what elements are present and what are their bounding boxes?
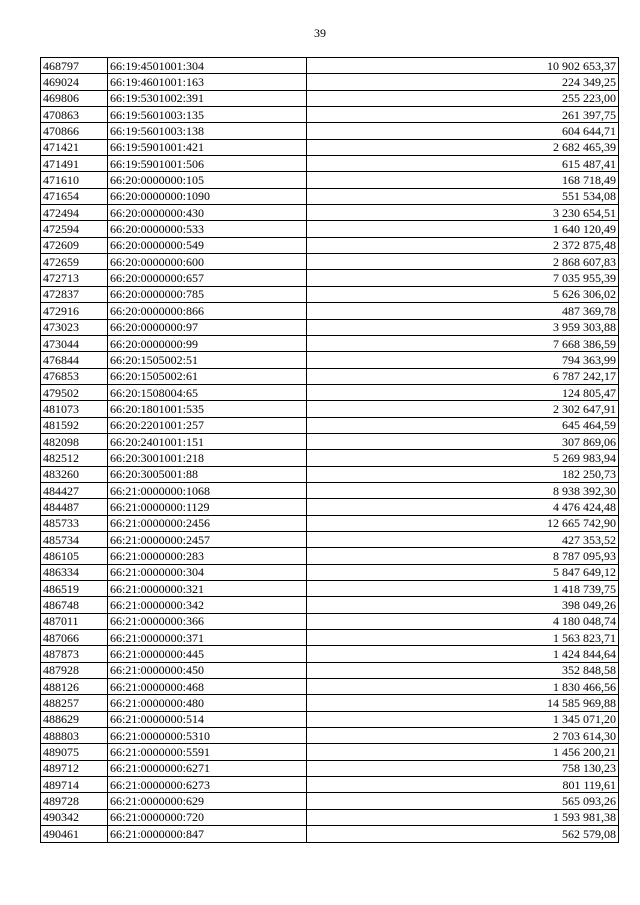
record-number-cell: 479502 — [41, 384, 108, 400]
cadastral-number-cell: 66:21:0000000:847 — [108, 826, 307, 842]
cadastral-number-cell: 66:20:0000000:600 — [108, 254, 307, 270]
table-row — [41, 123, 619, 139]
record-number-cell: 471610 — [41, 172, 108, 188]
record-number-cell: 472494 — [41, 205, 108, 221]
table-row — [41, 613, 619, 629]
record-number-cell: 481073 — [41, 401, 108, 417]
table-row — [41, 515, 619, 531]
value-cell: 224 349,25 — [307, 74, 619, 90]
table-row — [41, 139, 619, 155]
value-cell: 5 626 306,02 — [307, 286, 619, 302]
table-row — [41, 662, 619, 678]
cadastral-number-cell: 66:21:0000000:514 — [108, 711, 307, 727]
record-number-cell: 481592 — [41, 417, 108, 433]
value-cell: 3 959 303,88 — [307, 319, 619, 335]
value-cell: 565 093,26 — [307, 793, 619, 809]
value-cell: 1 424 844,64 — [307, 646, 619, 662]
table-row — [41, 107, 619, 123]
cadastral-number-cell: 66:21:0000000:2456 — [108, 515, 307, 531]
table-row — [41, 368, 619, 384]
table-row — [41, 286, 619, 302]
cadastral-number-cell: 66:20:0000000:533 — [108, 221, 307, 237]
cadastral-number-cell: 66:20:0000000:549 — [108, 237, 307, 253]
record-number-cell: 472713 — [41, 270, 108, 286]
value-cell: 398 049,26 — [307, 597, 619, 613]
cadastral-number-cell: 66:20:1505002:61 — [108, 368, 307, 384]
table-row — [41, 254, 619, 270]
value-cell: 6 787 242,17 — [307, 368, 619, 384]
record-number-cell: 489075 — [41, 744, 108, 760]
value-cell: 5 847 649,12 — [307, 564, 619, 580]
record-number-cell: 487873 — [41, 646, 108, 662]
table-row — [41, 777, 619, 793]
value-cell: 427 353,52 — [307, 531, 619, 547]
record-number-cell: 490461 — [41, 826, 108, 842]
table-row — [41, 433, 619, 449]
value-cell: 12 665 742,90 — [307, 515, 619, 531]
record-number-cell: 471491 — [41, 156, 108, 172]
cadastral-number-cell: 66:21:0000000:371 — [108, 630, 307, 646]
value-cell: 14 585 969,88 — [307, 695, 619, 711]
record-number-cell: 471421 — [41, 139, 108, 155]
table-row — [41, 384, 619, 400]
value-cell: 1 830 466,56 — [307, 679, 619, 695]
value-cell: 124 805,47 — [307, 384, 619, 400]
table-row — [41, 531, 619, 547]
cadastral-number-cell: 66:21:0000000:720 — [108, 809, 307, 825]
value-cell: 5 269 983,94 — [307, 450, 619, 466]
table-row — [41, 237, 619, 253]
value-cell: 562 579,08 — [307, 826, 619, 842]
record-number-cell: 483260 — [41, 466, 108, 482]
record-number-cell: 487066 — [41, 630, 108, 646]
cadastral-number-cell: 66:21:0000000:342 — [108, 597, 307, 613]
record-number-cell: 485733 — [41, 515, 108, 531]
cadastral-number-cell: 66:21:0000000:2457 — [108, 531, 307, 547]
record-number-cell: 486748 — [41, 597, 108, 613]
cadastral-number-cell: 66:21:0000000:321 — [108, 581, 307, 597]
value-cell: 8 938 392,30 — [307, 482, 619, 498]
value-cell: 758 130,23 — [307, 760, 619, 776]
cadastral-number-cell: 66:20:0000000:657 — [108, 270, 307, 286]
record-number-cell: 489712 — [41, 760, 108, 776]
value-cell: 551 534,08 — [307, 188, 619, 204]
value-cell: 645 464,59 — [307, 417, 619, 433]
value-cell: 2 703 614,30 — [307, 728, 619, 744]
cadastral-number-cell: 66:19:5901001:421 — [108, 139, 307, 155]
table-row — [41, 156, 619, 172]
cadastral-number-cell: 66:20:0000000:105 — [108, 172, 307, 188]
cadastral-number-cell: 66:21:0000000:450 — [108, 662, 307, 678]
cadastral-number-cell: 66:21:0000000:629 — [108, 793, 307, 809]
cadastral-number-cell: 66:21:0000000:366 — [108, 613, 307, 629]
record-number-cell: 473023 — [41, 319, 108, 335]
table-row — [41, 711, 619, 727]
table-row — [41, 90, 619, 106]
cadastral-number-cell: 66:19:4601001:163 — [108, 74, 307, 90]
cadastral-number-cell: 66:21:0000000:5310 — [108, 728, 307, 744]
cadastral-number-cell: 66:20:1801001:535 — [108, 401, 307, 417]
cadastral-number-cell: 66:21:0000000:5591 — [108, 744, 307, 760]
cadastral-number-cell: 66:21:0000000:6271 — [108, 760, 307, 776]
value-cell: 4 476 424,48 — [307, 499, 619, 515]
cadastral-number-cell: 66:20:1505002:51 — [108, 352, 307, 368]
record-number-cell: 468797 — [41, 58, 108, 74]
record-number-cell: 473044 — [41, 335, 108, 351]
table-row — [41, 205, 619, 221]
record-number-cell: 476844 — [41, 352, 108, 368]
record-number-cell: 472916 — [41, 303, 108, 319]
table-row — [41, 809, 619, 825]
value-cell: 307 869,06 — [307, 433, 619, 449]
page-number: 39 — [314, 26, 326, 40]
cadastral-number-cell: 66:20:0000000:785 — [108, 286, 307, 302]
table-row — [41, 744, 619, 760]
table-row — [41, 630, 619, 646]
table-row — [41, 581, 619, 597]
record-number-cell: 488629 — [41, 711, 108, 727]
table-row — [41, 188, 619, 204]
record-number-cell: 484427 — [41, 482, 108, 498]
record-number-cell: 482512 — [41, 450, 108, 466]
value-cell: 10 902 653,37 — [307, 58, 619, 74]
record-number-cell: 490342 — [41, 809, 108, 825]
table-row — [41, 401, 619, 417]
cadastral-number-cell: 66:19:5601003:135 — [108, 107, 307, 123]
value-cell: 2 372 875,48 — [307, 237, 619, 253]
value-cell: 182 250,73 — [307, 466, 619, 482]
record-number-cell: 470863 — [41, 107, 108, 123]
value-cell: 8 787 095,93 — [307, 548, 619, 564]
table-row — [41, 303, 619, 319]
value-cell: 168 718,49 — [307, 172, 619, 188]
value-cell: 261 397,75 — [307, 107, 619, 123]
value-cell: 1 418 739,75 — [307, 581, 619, 597]
table-row — [41, 450, 619, 466]
value-cell: 801 119,61 — [307, 777, 619, 793]
record-number-cell: 489728 — [41, 793, 108, 809]
value-cell: 604 644,71 — [307, 123, 619, 139]
value-cell: 615 487,41 — [307, 156, 619, 172]
record-number-cell: 486519 — [41, 581, 108, 597]
value-cell: 7 035 955,39 — [307, 270, 619, 286]
table-row — [41, 466, 619, 482]
value-cell: 255 223,00 — [307, 90, 619, 106]
cadastral-number-cell: 66:21:0000000:468 — [108, 679, 307, 695]
cadastral-number-cell: 66:20:0000000:866 — [108, 303, 307, 319]
table-row — [41, 728, 619, 744]
cadastral-number-cell: 66:19:5301002:391 — [108, 90, 307, 106]
value-cell: 1 563 823,71 — [307, 630, 619, 646]
record-number-cell: 472837 — [41, 286, 108, 302]
table-row — [41, 58, 619, 74]
record-number-cell: 488126 — [41, 679, 108, 695]
table-row — [41, 270, 619, 286]
registry-table-body — [41, 58, 619, 843]
table-row — [41, 482, 619, 498]
cadastral-number-cell: 66:21:0000000:304 — [108, 564, 307, 580]
record-number-cell: 476853 — [41, 368, 108, 384]
value-cell: 3 230 654,51 — [307, 205, 619, 221]
table-row — [41, 793, 619, 809]
cadastral-number-cell: 66:20:3001001:218 — [108, 450, 307, 466]
record-number-cell: 470866 — [41, 123, 108, 139]
table-row — [41, 826, 619, 842]
record-number-cell: 488803 — [41, 728, 108, 744]
record-number-cell: 484487 — [41, 499, 108, 515]
record-number-cell: 472594 — [41, 221, 108, 237]
value-cell: 1 345 071,20 — [307, 711, 619, 727]
cadastral-number-cell: 66:21:0000000:6273 — [108, 777, 307, 793]
cadastral-number-cell: 66:19:5601003:138 — [108, 123, 307, 139]
cadastral-number-cell: 66:21:0000000:480 — [108, 695, 307, 711]
value-cell: 7 668 386,59 — [307, 335, 619, 351]
table-row — [41, 564, 619, 580]
record-number-cell: 489714 — [41, 777, 108, 793]
value-cell: 352 848,58 — [307, 662, 619, 678]
table-row — [41, 352, 619, 368]
table-row — [41, 221, 619, 237]
table-row — [41, 74, 619, 90]
table-row — [41, 499, 619, 515]
table-row — [41, 319, 619, 335]
registry-table — [40, 57, 619, 843]
cadastral-number-cell: 66:20:2401001:151 — [108, 433, 307, 449]
record-number-cell: 471654 — [41, 188, 108, 204]
cadastral-number-cell: 66:20:0000000:1090 — [108, 188, 307, 204]
cadastral-number-cell: 66:19:5901001:506 — [108, 156, 307, 172]
value-cell: 1 593 981,38 — [307, 809, 619, 825]
cadastral-number-cell: 66:20:2201001:257 — [108, 417, 307, 433]
cadastral-number-cell: 66:21:0000000:1129 — [108, 499, 307, 515]
table-row — [41, 417, 619, 433]
record-number-cell: 482098 — [41, 433, 108, 449]
cadastral-number-cell: 66:21:0000000:445 — [108, 646, 307, 662]
value-cell: 2 302 647,91 — [307, 401, 619, 417]
table-row — [41, 760, 619, 776]
record-number-cell: 472659 — [41, 254, 108, 270]
record-number-cell: 469806 — [41, 90, 108, 106]
table-row — [41, 679, 619, 695]
cadastral-number-cell: 66:20:0000000:97 — [108, 319, 307, 335]
cadastral-number-cell: 66:21:0000000:283 — [108, 548, 307, 564]
record-number-cell: 486334 — [41, 564, 108, 580]
value-cell: 2 682 465,39 — [307, 139, 619, 155]
record-number-cell: 488257 — [41, 695, 108, 711]
record-number-cell: 486105 — [41, 548, 108, 564]
cadastral-number-cell: 66:21:0000000:1068 — [108, 482, 307, 498]
record-number-cell: 487011 — [41, 613, 108, 629]
value-cell: 4 180 048,74 — [307, 613, 619, 629]
record-number-cell: 487928 — [41, 662, 108, 678]
cadastral-number-cell: 66:20:0000000:430 — [108, 205, 307, 221]
table-row — [41, 548, 619, 564]
table-row — [41, 172, 619, 188]
cadastral-number-cell: 66:20:3005001:88 — [108, 466, 307, 482]
table-row — [41, 646, 619, 662]
record-number-cell: 469024 — [41, 74, 108, 90]
cadastral-number-cell: 66:20:1508004:65 — [108, 384, 307, 400]
value-cell: 1 456 200,21 — [307, 744, 619, 760]
value-cell: 487 369,78 — [307, 303, 619, 319]
value-cell: 1 640 120,49 — [307, 221, 619, 237]
value-cell: 794 363,99 — [307, 352, 619, 368]
cadastral-number-cell: 66:20:0000000:99 — [108, 335, 307, 351]
table-row — [41, 695, 619, 711]
record-number-cell: 472609 — [41, 237, 108, 253]
value-cell: 2 868 607,83 — [307, 254, 619, 270]
table-row — [41, 597, 619, 613]
record-number-cell: 485734 — [41, 531, 108, 547]
cadastral-number-cell: 66:19:4501001:304 — [108, 58, 307, 74]
table-row — [41, 335, 619, 351]
